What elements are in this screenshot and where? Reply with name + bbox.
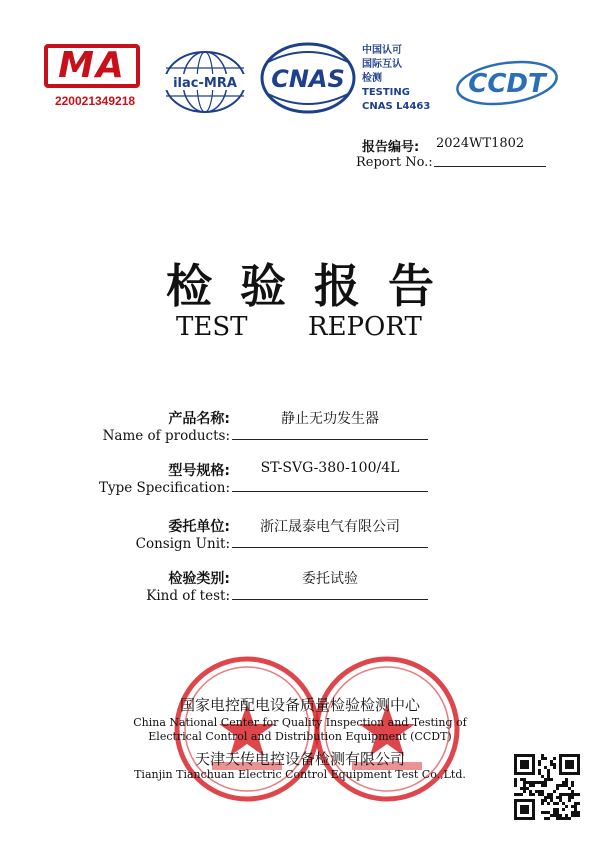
institution-2-en: Tianjin Tianchuan Electric Control Equipment Test Co.,Ltd. [134, 768, 466, 781]
qr-module [538, 790, 541, 793]
qr-module [541, 802, 544, 805]
cnas-logo-text: CNAS [271, 65, 345, 93]
qr-module [550, 793, 553, 796]
qr-module [547, 802, 550, 805]
qr-module [565, 817, 568, 820]
field-consign-unit [0, 516, 600, 566]
qr-module [538, 763, 541, 766]
qr-module [556, 802, 559, 805]
qr-module [568, 799, 571, 802]
field-kind-of-test [0, 568, 600, 618]
cnas-line: 检测 [362, 73, 382, 84]
qr-module [541, 811, 544, 814]
field-value: 静止无功发生器 [281, 411, 379, 427]
qr-module [544, 817, 547, 820]
field-label-cn: 检验类别: [168, 571, 230, 587]
qr-module [535, 790, 538, 793]
qr-module [577, 793, 580, 796]
cnas-line: 国际互认 [362, 59, 402, 70]
title-chinese: 检验报告 [166, 259, 462, 313]
cnas-accreditation-text [362, 44, 452, 114]
qr-module [544, 811, 547, 814]
field-underline [232, 439, 428, 440]
field-value: 浙江晟泰电气有限公司 [260, 519, 400, 535]
field-label-cn: 委托单位: [168, 519, 230, 535]
institution-1-cn: 国家电控配电设备质量检验检测中心 [179, 696, 420, 714]
qr-module [532, 781, 535, 784]
field-underline [232, 599, 428, 600]
qr-module [571, 811, 574, 814]
qr-module [544, 766, 547, 769]
field-label-cn: 型号规格: [168, 463, 230, 479]
ccdt-logo [452, 58, 562, 108]
qr-module [550, 763, 553, 766]
report-no-label-en: Report No.: [356, 155, 433, 170]
field-type-spec [0, 460, 600, 510]
institution-1-en-line2: Electrical Control and Distribution Equipment (CCDT) [148, 730, 452, 743]
cma-logo-text: MA [58, 45, 126, 86]
qr-module [553, 808, 556, 811]
qr-module [559, 799, 562, 802]
ccdt-swoosh-icon [452, 58, 562, 108]
qr-module [550, 799, 553, 802]
qr-module [529, 784, 532, 787]
qr-module [565, 793, 568, 796]
qr-module [577, 814, 580, 817]
qr-module [553, 790, 556, 793]
field-label-en: Consign Unit: [135, 536, 230, 552]
qr-module [556, 787, 559, 790]
cnas-logo [258, 40, 358, 116]
qr-module [574, 814, 577, 817]
title-english-report: REPORT [308, 312, 422, 342]
qr-module [541, 793, 544, 796]
qr-module [514, 781, 517, 784]
qr-module [571, 814, 574, 817]
qr-module [571, 784, 574, 787]
cnas-line: TESTING [362, 87, 410, 98]
qr-module [547, 778, 550, 781]
qr-module [541, 754, 544, 757]
qr-module [535, 781, 538, 784]
qr-module [520, 793, 523, 796]
qr-module [565, 781, 568, 784]
title-english-test: TEST [176, 312, 248, 342]
qr-module [553, 811, 556, 814]
qr-module [556, 814, 559, 817]
qr-module [574, 805, 577, 808]
report-no-underline [434, 166, 546, 167]
qr-module [553, 766, 556, 769]
qr-module [523, 778, 526, 781]
ilac-logo-text: ilac-MRA [173, 76, 237, 91]
qr-module [529, 793, 532, 796]
field-underline [232, 547, 428, 548]
qr-module [574, 811, 577, 814]
field-value: ST-SVG-380-100/4L [260, 460, 400, 476]
qr-module [538, 760, 541, 763]
qr-finder-pattern [520, 760, 529, 769]
ilac-globe-icon [160, 48, 250, 116]
qr-module [553, 763, 556, 766]
qr-module [514, 793, 517, 796]
qr-module [523, 790, 526, 793]
qr-module [562, 793, 565, 796]
cnas-globe-icon [258, 40, 358, 116]
qr-module [568, 796, 571, 799]
qr-module [532, 784, 535, 787]
qr-module [544, 799, 547, 802]
qr-module [544, 784, 547, 787]
qr-module [517, 793, 520, 796]
official-seal-stamp [172, 654, 322, 804]
qr-module [520, 787, 523, 790]
qr-module [538, 793, 541, 796]
qr-module [514, 784, 517, 787]
report-no-value: 2024WT1802 [436, 136, 525, 151]
qr-module [556, 817, 559, 820]
qr-module [565, 778, 568, 781]
qr-module [544, 757, 547, 760]
qr-module [577, 811, 580, 814]
qr-module [553, 757, 556, 760]
ccdt-logo-text: CCDT [468, 69, 546, 99]
cma-number: 220021349218 [54, 94, 136, 108]
official-seal-stamp [312, 654, 462, 804]
qr-module [541, 784, 544, 787]
institution-1-en-line1: China National Center for Quality Inspection and Testing of [133, 716, 467, 729]
qr-module [568, 787, 571, 790]
qr-module [550, 760, 553, 763]
qr-module [556, 784, 559, 787]
field-label-cn: 产品名称: [168, 411, 230, 427]
qr-module [541, 790, 544, 793]
qr-module [571, 781, 574, 784]
qr-module [571, 790, 574, 793]
qr-module [559, 817, 562, 820]
qr-module [526, 787, 529, 790]
qr-module [565, 814, 568, 817]
qr-module [562, 817, 565, 820]
qr-module [559, 814, 562, 817]
qr-module [541, 781, 544, 784]
qr-module [547, 811, 550, 814]
qr-module [556, 811, 559, 814]
qr-module [544, 796, 547, 799]
qr-module [532, 793, 535, 796]
qr-module [562, 802, 565, 805]
qr-finder-pattern [565, 760, 574, 769]
qr-module [541, 757, 544, 760]
field-label-en: Type Specification: [98, 480, 230, 496]
qr-module [562, 808, 565, 811]
qr-module [553, 814, 556, 817]
qr-module [547, 775, 550, 778]
cnas-line: 中国认可 [362, 45, 402, 56]
qr-module [574, 808, 577, 811]
field-underline [232, 491, 428, 492]
ilac-mra-logo [160, 48, 250, 116]
qr-module [568, 817, 571, 820]
qr-module [544, 778, 547, 781]
qr-module [544, 781, 547, 784]
qr-module [538, 772, 541, 775]
qr-module [571, 796, 574, 799]
qr-module [547, 772, 550, 775]
qr-module [565, 805, 568, 808]
qr-module [568, 793, 571, 796]
qr-module [538, 781, 541, 784]
qr-code[interactable] [514, 754, 580, 820]
qr-module [523, 781, 526, 784]
qr-module [523, 784, 526, 787]
report-no-label-cn: 报告编号: [362, 140, 420, 155]
qr-module [559, 796, 562, 799]
institution-2-cn: 天津天传电控设备检测有限公司 [194, 750, 405, 768]
qr-module [550, 814, 553, 817]
qr-module [514, 778, 517, 781]
field-product-name [0, 408, 600, 458]
qr-module [529, 781, 532, 784]
field-label-en: Kind of test: [146, 588, 230, 604]
qr-module [547, 817, 550, 820]
qr-module [538, 769, 541, 772]
qr-module [553, 802, 556, 805]
qr-module [547, 793, 550, 796]
qr-module [556, 808, 559, 811]
qr-module [574, 802, 577, 805]
qr-module [541, 775, 544, 778]
cma-logo [40, 44, 150, 116]
qr-module [526, 781, 529, 784]
field-label-en: Name of products: [102, 428, 230, 444]
qr-module [550, 778, 553, 781]
qr-module [559, 793, 562, 796]
field-value: 委托试验 [302, 571, 358, 587]
qr-module [562, 784, 565, 787]
qr-module [559, 784, 562, 787]
qr-module [523, 787, 526, 790]
qr-module [520, 778, 523, 781]
qr-module [547, 796, 550, 799]
qr-module [547, 769, 550, 772]
qr-module [574, 793, 577, 796]
qr-module [571, 805, 574, 808]
qr-finder-pattern [520, 805, 529, 814]
qr-module [529, 790, 532, 793]
qr-module [577, 802, 580, 805]
qr-module [562, 781, 565, 784]
qr-module [541, 799, 544, 802]
qr-module [550, 796, 553, 799]
qr-module [571, 793, 574, 796]
qr-module [556, 796, 559, 799]
qr-module [565, 784, 568, 787]
cnas-line: CNAS L4463 [362, 101, 431, 112]
